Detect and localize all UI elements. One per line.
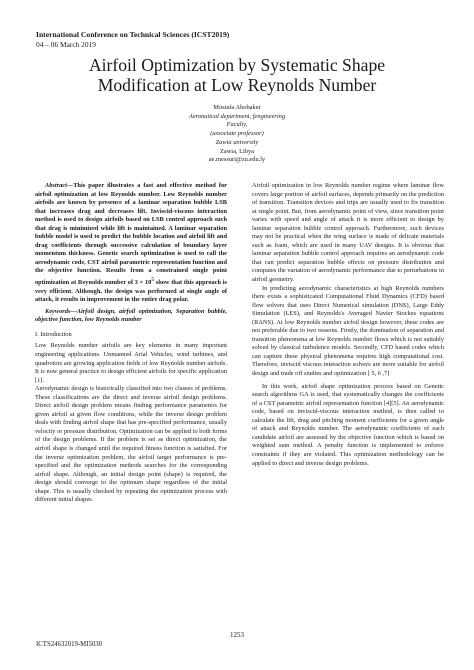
paper-id: ICTS24632019-MI5030 <box>36 641 103 648</box>
author-name: Mostafa Abobaker <box>213 104 261 111</box>
author-email[interactable]: ae.messuri@zu.edu.ly <box>208 156 266 164</box>
right-column <box>252 182 444 468</box>
author-position: (associate professor) <box>210 130 264 138</box>
author-city: Zawia, Libya <box>219 147 255 155</box>
author-department: Aeronatical department, fengineering <box>188 112 286 120</box>
intro-paragraph-2: Aerodynamic design is historically classified into two classes of problems. These classifications are the direct and inverse airfoil design problems. Direct airfoil design problem means finding performance parameters for given airfoil at given flow conditions, while the inverse design problem deals with finding airfoil shape that has pre-specified performance, usually velocity or pressure distribution. Optimization can be applied to both forms of the design problems. If the problem is set as direct optimization, the airfoil shape is changed until the required fitness function is satisfied. For the inverse optimization problem, the airfoil target performance is pre-specified and the optimization methods searches for the corresponding airfoil shape. Although, an initial design point (shape) is required, the design should converge to the optimum shape regardless of the initial shape. This is usually checked by repeating the optimization process with different initial shapes. <box>35 385 227 504</box>
keywords-label: Keywords— <box>45 307 77 315</box>
paper-title-line-1: Airfoil Optimization by Systematic Shape <box>88 55 386 75</box>
conference-name: International Conference on Technical Sciences (ICST2019) <box>36 30 230 39</box>
keywords-text: Airfoil design, airfoil optimization, Separation bubble, objective function, low Reynolds number <box>35 307 227 324</box>
abstract <box>35 182 227 305</box>
page-number: 1253 <box>230 631 244 639</box>
section-heading-introduction: I. Introduction <box>35 330 72 338</box>
abstract-text-b: show that this approach is very efficient. Although, the design was performed at single angle of attack, it results in improvement in the entire drag polar. <box>35 279 228 304</box>
abstract-text-a: This paper illustrates a fast and effective method for airfoil optimization at low Reynolds number. Low Reynolds number airfoils are known by presence of a laminar separation bubble LSB that increases drag and decreases lift. Inviscid-viscous interaction method is used to design airfoils based on LSB control approach such that drag is minimized while lift is maintained. A laminar separation bubble model is used to predict the bubble location and airfoil lift and drag coefficients through successive calculation of boundary layer momentum thickness. Genetic search optimization is used to call the aerodynamic code, CST airfoil parametric representation function and the objective function. Results from a constrained single point optimization at Reynolds number of 3 × 10 <box>35 182 227 287</box>
author-university: Zawia university <box>215 138 259 146</box>
left-column <box>35 182 227 505</box>
author-block <box>0 104 474 165</box>
body-paragraph-3: In this work, airfoil shape optimization process based on Genetic search algorithms GA is used, that systematically changes the coefficients of a CST parametric airfoil representation function [4][5]. An aerodynamic code, based on inviscid-viscous interaction method, is then called to calculate the lift, drag and pitching moment coefficients for a given angle of attack and Reynolds number. The aerodynamic coefficients of each candidate airfoil are assessed by the objective function which is based on weighted sum method. A penalty function is implemented to enforce constraints if they are violated. This optimization methodology can be applied to direct and inverse design problems. <box>252 382 444 467</box>
body-paragraph-1: Airfoil optimization in low Reynolds number regime where laminar flow covers large portion of airfoil surfaces, depends primarily on the prediction of transition. Transition devices and trips are usually used to fix transition at single point. But, from aerodynamic point of view, since transition point varies with speed and angle of attack it is more efficient to design by laminar separation bubble control approach. Furthermore, such devices may not be practical when the wing surface is made of delicate materials such as foam, which are used in many UAV designs. It is obvious that laminar separation bubble control approach requires an aerodynamic code that can predict separation bubble effects on pressure distribution and computes the variation of aerodynamic performance due to perturbations in airfoil geometry. <box>252 182 444 284</box>
paper-title-line-2: Modification at Low Reynolds Number <box>97 75 377 95</box>
abstract-exponent: 5 <box>151 277 154 284</box>
author-faculty: Faculty, <box>226 121 248 129</box>
body-paragraph-2: In predicting aerodynamic characteristics at high Reynolds numbers there exists a sophisticated Computational Fluid Dynamics (CFD) based flow solvers that uses Direct Numerical simulation (DNS), Large Eddy Simulation (LES), and Reynolds's Averaged Navier Stockes equations (RANS). At low Reynolds number airfoil design however, these codes are not preferable due to two reasons. Firstly, the domination of separation and transition phenomena at low Reynolds number flows which is not suitably solved by classical turbulence models. Secondly, CFD based codes which can capture these physical phenomena requires high computational cost. Therefore, inviscid viscous interaction solvers are more suitable for airfoil design and trade off studies and optimization [ 5, 6 ,7] <box>252 284 444 378</box>
paper-title <box>0 55 474 95</box>
abstract-label: Abstract— <box>45 182 74 189</box>
conference-dates: 04 – 06 March 2019 <box>36 40 96 49</box>
intro-paragraph-1: Low Reynolds number airfoils are key elements in many important engineering applications. Unmanned Arial Vehicles, wind turbines, and quadrotors are growing application fields of low Reynolds number airfoils. It is now general practice to design efficient airfoils for specific application [1]. <box>35 342 227 384</box>
keywords <box>35 308 227 325</box>
